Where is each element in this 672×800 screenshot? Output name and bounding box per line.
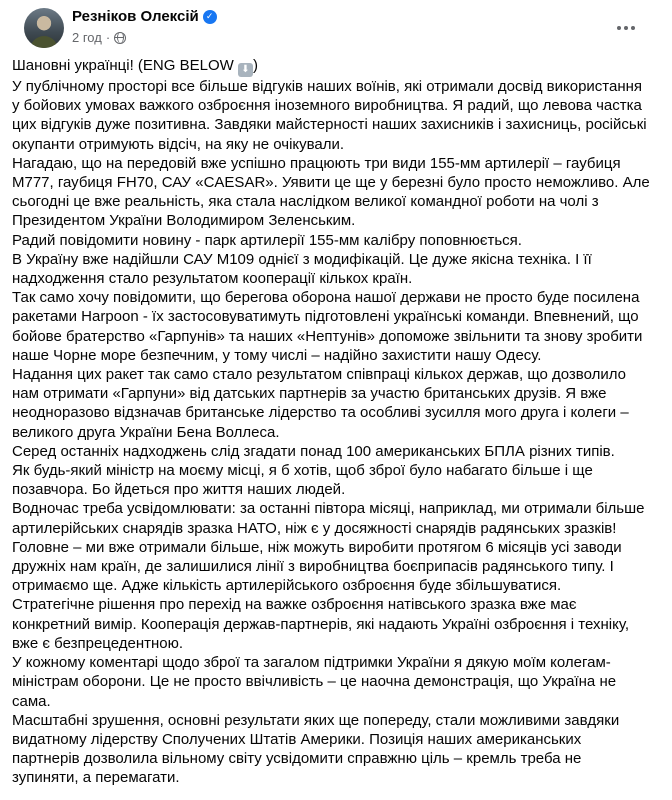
globe-icon[interactable] bbox=[114, 32, 126, 44]
post-time[interactable]: 2 год bbox=[72, 30, 102, 45]
meta-separator: · bbox=[105, 30, 111, 45]
post-paragraph: Водночас треба усвідомлювати: за останні півтора місяці, наприклад, ми отримали більше артилерійських снарядів зразка НАТО, ніж є у досяжності снарядів радянських зразків! bbox=[12, 500, 645, 537]
post-paragraph: У кожному коментарі щодо зброї та загалом підтримки України я дякую моїм колегам-міністрам оборони. Це не просто ввічливість – це наочна демонстрація, що Україна не сама. bbox=[12, 654, 617, 710]
post-paragraph: Нагадаю, що на передовій вже успішно працюють три види 155-мм артилерії – гаубиця M777, гаубиця FH70, САУ «CAESAR». Уявити це ще у березні було просто неможливо. Але сьогодні це вже реальність, яка стала наслідком великої командної роботи на чолі з Президентом України Володимиром Зеленським. bbox=[12, 154, 650, 230]
post-paragraph: У публічному просторі все більше відгуків наших воїнів, які отримали досвід використання у бойових умовах важкого озброєння іноземного виробництва. Я радий, що левова частка цих відгуків дуже позитивна. Завдяки майстерності наших захисників і захисниць, російські окупанти отримують відсіч, на яку не очікували. bbox=[12, 78, 647, 153]
avatar[interactable] bbox=[24, 8, 64, 48]
post-paragraph: Головне – ми вже отримали більше, ніж можуть виробити протягом 6 місяців усі заводи дружніх нам країн, де залишилися лінії з виробництва боєприпасів радянського типу. І отримаємо ще. Адже кількість артилерійського озброєння буде збільшуватися. bbox=[12, 538, 622, 595]
greeting-end: ) bbox=[252, 57, 258, 74]
more-options-icon[interactable] bbox=[608, 14, 644, 42]
author-name[interactable]: Резніков Олексій bbox=[72, 8, 199, 25]
post-greeting bbox=[12, 56, 652, 77]
post-paragraph: Так само хочу повідомити, що берегова оборона нашої держави не просто буде посилена ракетами Harpoon - їх застосовуватимуть підготовлені українські команди. Впевнений, що бойове братерство «Гарпунів» та наших «Нептунів» допоможе звільнити та знову зробити наше Чорне море безпечним, у тому числі – надійно захистити нашу Одесу. bbox=[12, 289, 643, 364]
post-paragraph: Радий повідомити новину - парк артилерії 155-мм калібру поповнюється. bbox=[12, 231, 522, 249]
author-row bbox=[72, 8, 217, 25]
post-body bbox=[12, 56, 660, 788]
post-paragraph: Як будь-який міністр на моєму місці, я б хотів, щоб зброї було набагато більше і ще позавчора. Бо йдеться про життя наших людей. bbox=[12, 462, 593, 499]
post-meta bbox=[72, 30, 126, 45]
greeting-text: Шановні українці! (ENG BELOW bbox=[12, 57, 234, 74]
post-paragraph: Масштабні зрушення, основні результати яких ще попереду, стали можливими завдяки видатному лідерству Сполучених Штатів Америки. Позиція наших американських партнерів дозволила вільному світу усвідомити справжню ціль – кремль треба не зупиняти, а перемагати. bbox=[12, 711, 620, 787]
post-paragraph: Стратегічне рішення про перехід на важке озброєння натівського зразка вже має конкретний вимір. Кооперація держав-партнерів, які надають Україні озброєння і техніку, вже є безпрецедентною. bbox=[12, 596, 629, 652]
verified-badge-icon: ✓ bbox=[203, 10, 217, 24]
post-header bbox=[12, 0, 660, 56]
down-arrow-emoji-icon: ⬇ bbox=[238, 63, 253, 77]
post-paragraph: Надання цих ракет так само стало результатом співпраці кількох держав, що дозволило нам отримати «Гарпуни» від датських партнерів за участю британських друзів. Я вже неодноразово відзначав британське лідерство та особливі зусилля мого друга і колеги – великого друга України Бена Воллеса. bbox=[12, 366, 629, 441]
post-paragraph: Серед останніх надходжень слід згадати понад 100 американських БПЛА різних типів. bbox=[12, 442, 615, 460]
post-paragraph: В Україну вже надійшли САУ М109 однієї з модифікацій. Це дуже якісна техніка. І її надходження стало результатом кооперації кількох країн. bbox=[12, 250, 592, 288]
